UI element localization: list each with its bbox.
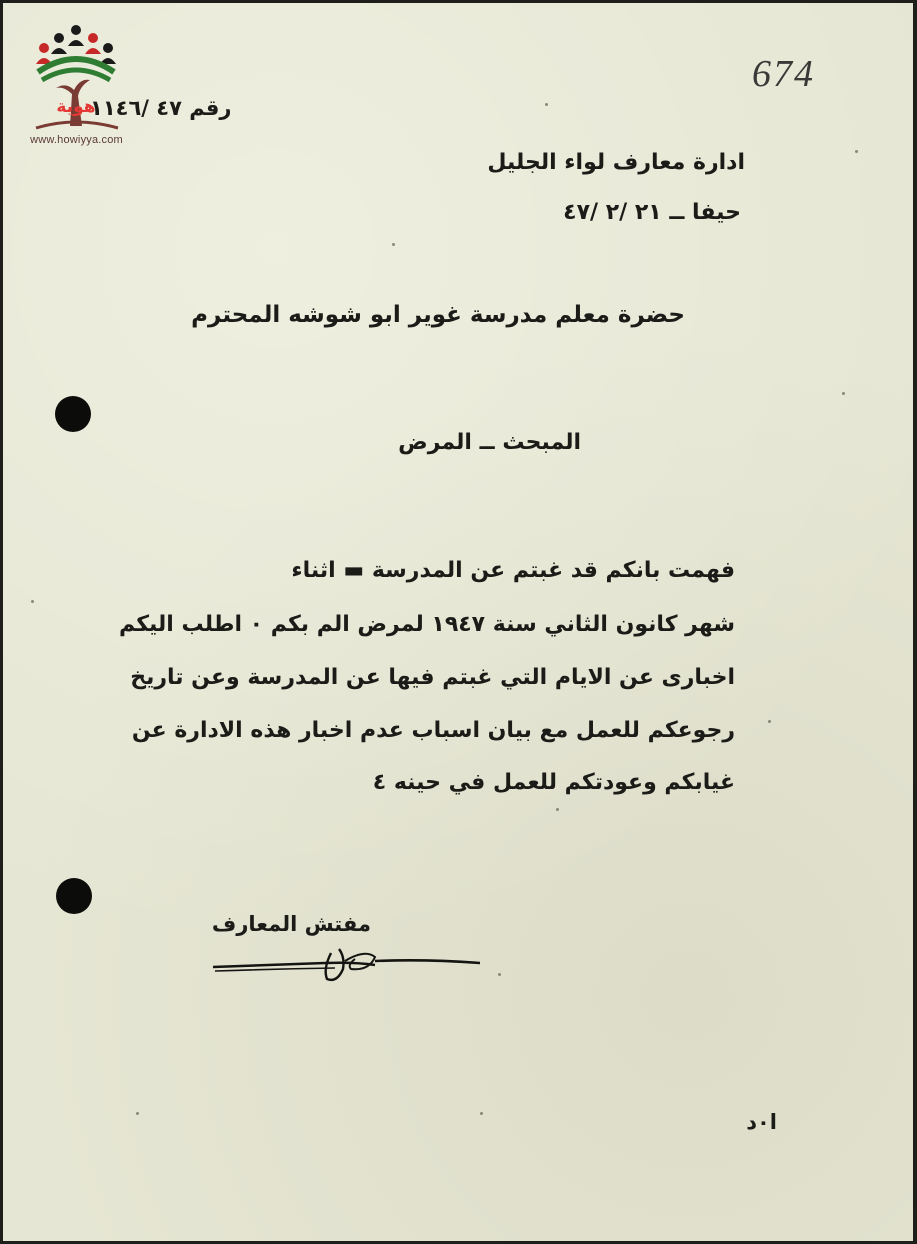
scan-speck [498,973,501,976]
body-line: رجوعكم للعمل مع بيان اسباب عدم اخبار هذه الادارة عن [131,718,735,743]
logo-text: هوية [56,97,96,117]
city-date-line: حيفا ــ ٢١ /٢ /٤٧ [563,200,741,225]
scan-speck [31,600,34,603]
department-heading: ادارة معارف لواء الجليل [487,150,745,175]
body-line: غيابكم وعودتكم للعمل في حينه ٤ [372,770,735,795]
punch-hole [56,878,92,914]
scan-speck [136,1112,139,1115]
howiyya-logo [14,16,139,151]
scan-speck [392,243,395,246]
scan-border-left [0,0,3,1244]
scan-border-right [913,0,917,1244]
archive-page-number: 674 [752,53,815,95]
people-figures-icon [36,25,116,80]
punch-hole [55,396,91,432]
signer-title: مفتش المعارف [211,912,371,936]
scan-border-top [0,0,917,3]
reference-number: رقم ٤٧ /١١٤٦ [90,96,232,120]
typist-initials: ا٠د [746,1110,777,1134]
scan-speck [556,808,559,811]
subject-line: المبحث ــ المرض [398,430,581,455]
body-line: اخبارى عن الايام التي غبتم فيها عن المدرسة وعن تاريخ [130,665,735,690]
scan-speck [768,720,771,723]
scan-speck [545,103,548,106]
scan-speck [855,150,858,153]
recipient-line: حضرة معلم مدرسة غوير ابو شوشه المحترم [191,302,685,328]
scan-speck [842,392,845,395]
body-line: فهمت بانكم قد غبتم عن المدرسة ▬ اثناء [291,558,735,583]
watermark-url: www.howiyya.com [30,134,123,146]
handwritten-signature [205,935,495,990]
scan-speck [480,1112,483,1115]
body-line: شهر كانون الثاني سنة ١٩٤٧ لمرض الم بكم ٠ اطلب اليكم [118,612,735,637]
